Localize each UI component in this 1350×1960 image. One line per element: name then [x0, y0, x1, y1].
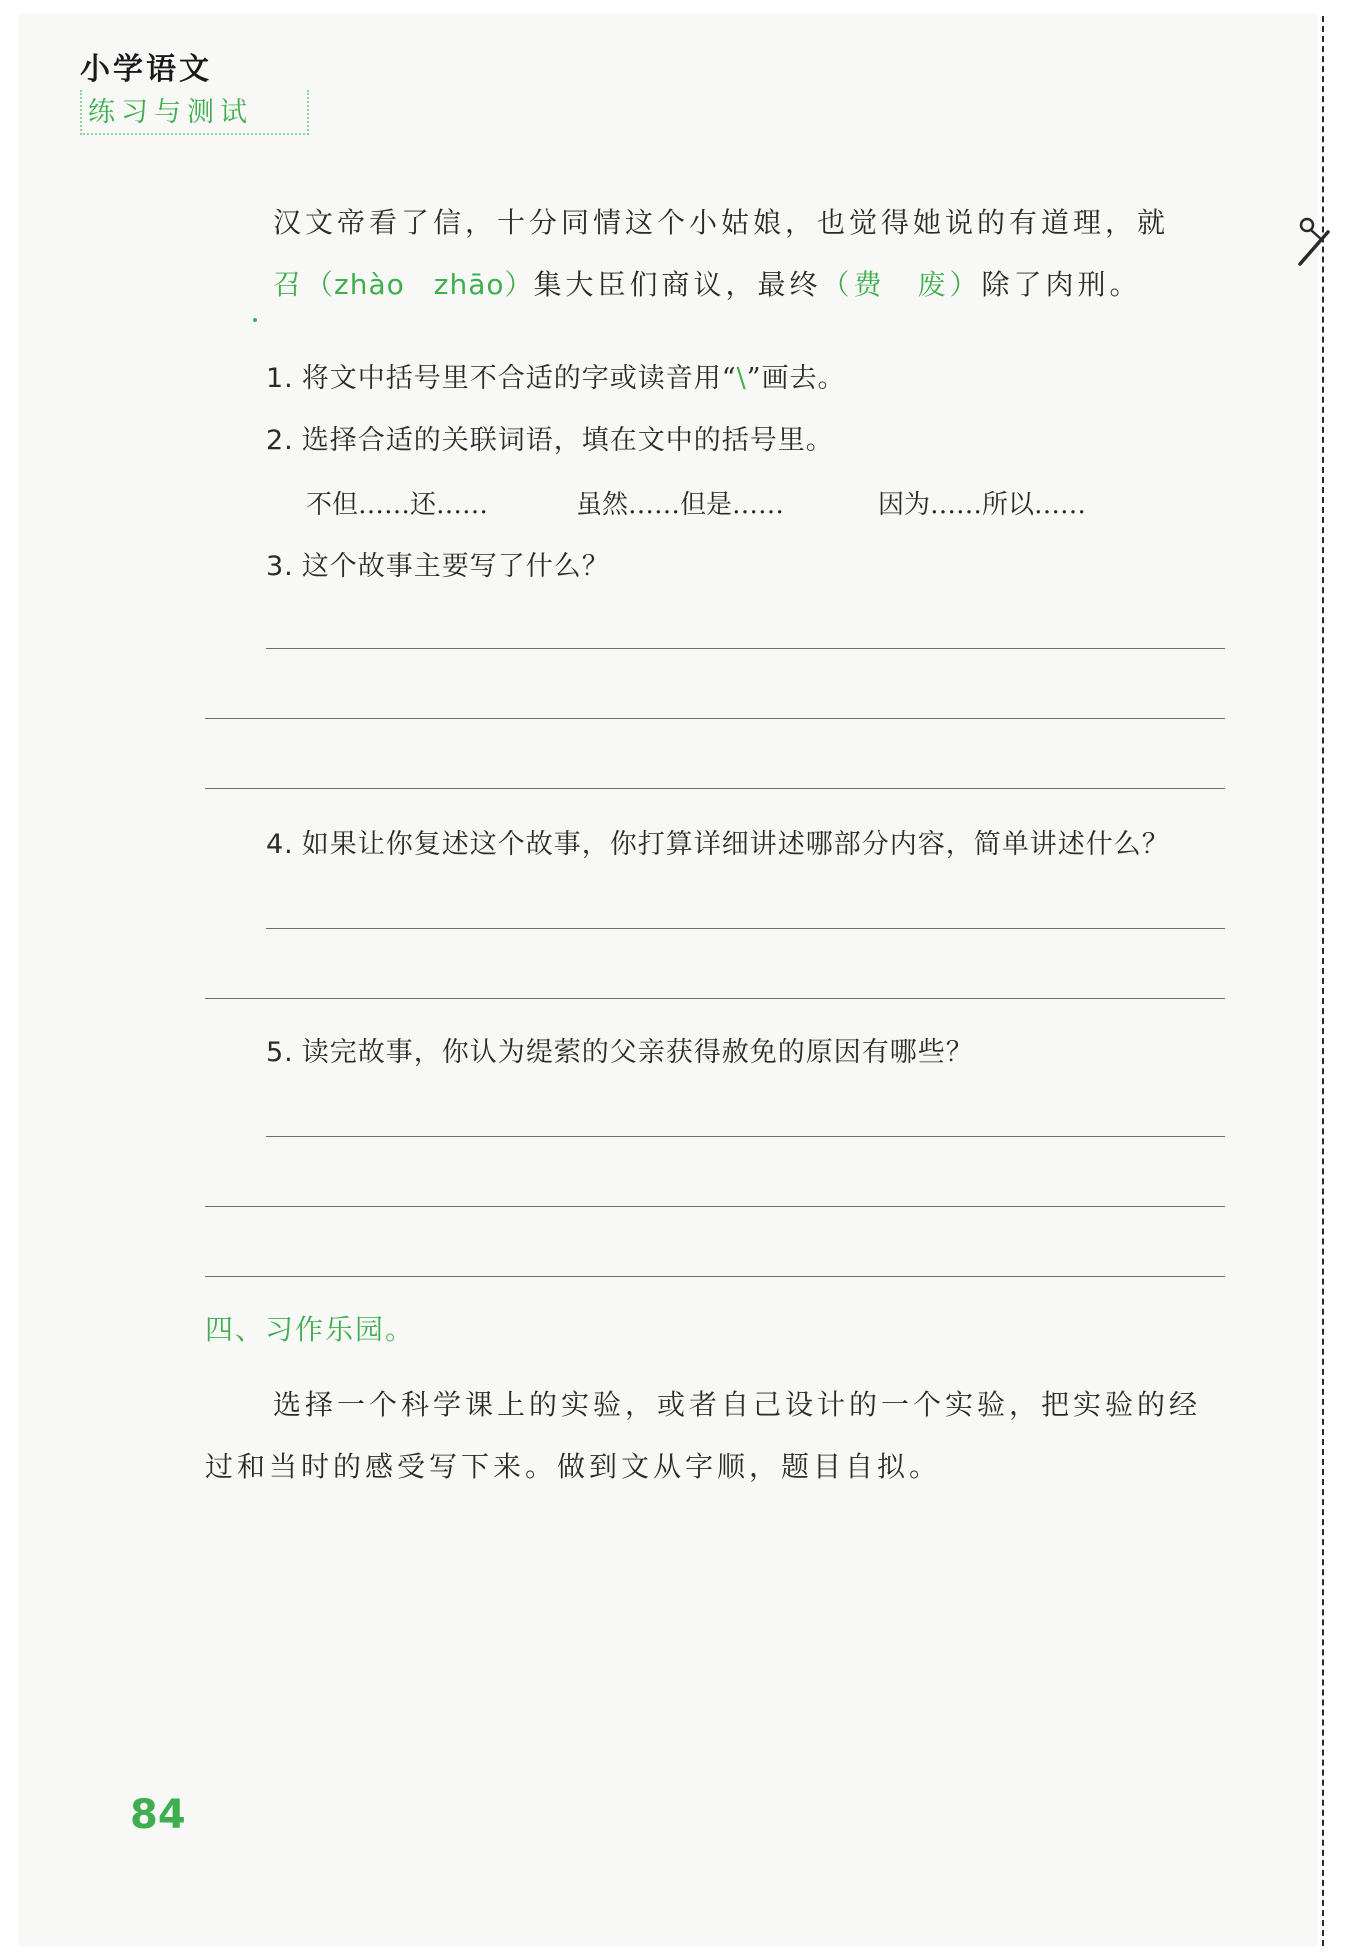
question-text-end: ”画去。 — [746, 363, 846, 394]
question-4 — [266, 822, 1170, 861]
question-2 — [266, 418, 834, 457]
question-number: 3. — [266, 551, 294, 582]
question-1 — [266, 356, 846, 395]
pinyin-options[interactable]: （zhào zhāo） — [305, 268, 534, 301]
question-text: 选择合适的关联词语，填在文中的括号里。 — [301, 425, 834, 456]
answer-line[interactable] — [205, 718, 1225, 719]
question-5 — [266, 1030, 974, 1069]
section-instructions: 选择一个科学课上的实验，或者自己设计的一个实验，把实验的经过和当时的感受写下来。做到文从字顺，题目自拟。 — [205, 1388, 1202, 1483]
answer-line[interactable] — [205, 998, 1225, 999]
char-options[interactable]: （费 废） — [821, 268, 982, 301]
answer-line[interactable] — [266, 1136, 1225, 1137]
conjunction-option: 不但……还…… — [306, 490, 489, 520]
strike-mark: \ — [736, 363, 747, 394]
answer-line[interactable] — [266, 648, 1225, 649]
page-number: 84 — [130, 1792, 186, 1838]
book-subtitle: 练习与测试 — [80, 90, 309, 135]
answer-line[interactable] — [205, 1276, 1225, 1277]
section-heading: 四、习作乐园。 — [205, 1313, 416, 1346]
question-text: 这个故事主要写了什么？ — [301, 551, 610, 582]
question-number: 1. — [266, 363, 294, 394]
answer-line[interactable] — [205, 1206, 1225, 1207]
book-title: 小学语文 — [80, 52, 212, 87]
scissors-icon — [1290, 212, 1340, 272]
question-text: 如果让你复述这个故事，你打算详细讲述哪部分内容，简单讲述什么？ — [301, 829, 1170, 860]
question-3 — [266, 544, 610, 583]
cut-line — [1322, 16, 1324, 1946]
passage-paragraph — [205, 192, 1225, 316]
question-number: 5. — [266, 1037, 294, 1068]
question-number: 4. — [266, 829, 294, 860]
passage-text-before: 汉文帝看了信，十分同情这个小姑娘，也觉得她说的有道理，就 — [273, 206, 1170, 239]
conjunction-option: 因为……所以…… — [878, 490, 1087, 520]
answer-line[interactable] — [205, 788, 1225, 789]
conjunction-option: 虽然……但是…… — [576, 490, 785, 520]
question-number: 2. — [266, 425, 294, 456]
passage-text-middle: 集大臣们商议，最终 — [533, 268, 822, 301]
book-header — [80, 44, 309, 135]
answer-line[interactable] — [266, 928, 1225, 929]
question-text: 读完故事，你认为缇萦的父亲获得赦免的原因有哪些？ — [301, 1037, 974, 1068]
passage-text-after: 除了肉刑。 — [981, 268, 1142, 301]
conjunction-options — [306, 484, 1086, 521]
emphasized-char: 召 — [205, 254, 305, 316]
question-text: 将文中括号里不合适的字或读音用“ — [301, 363, 737, 394]
